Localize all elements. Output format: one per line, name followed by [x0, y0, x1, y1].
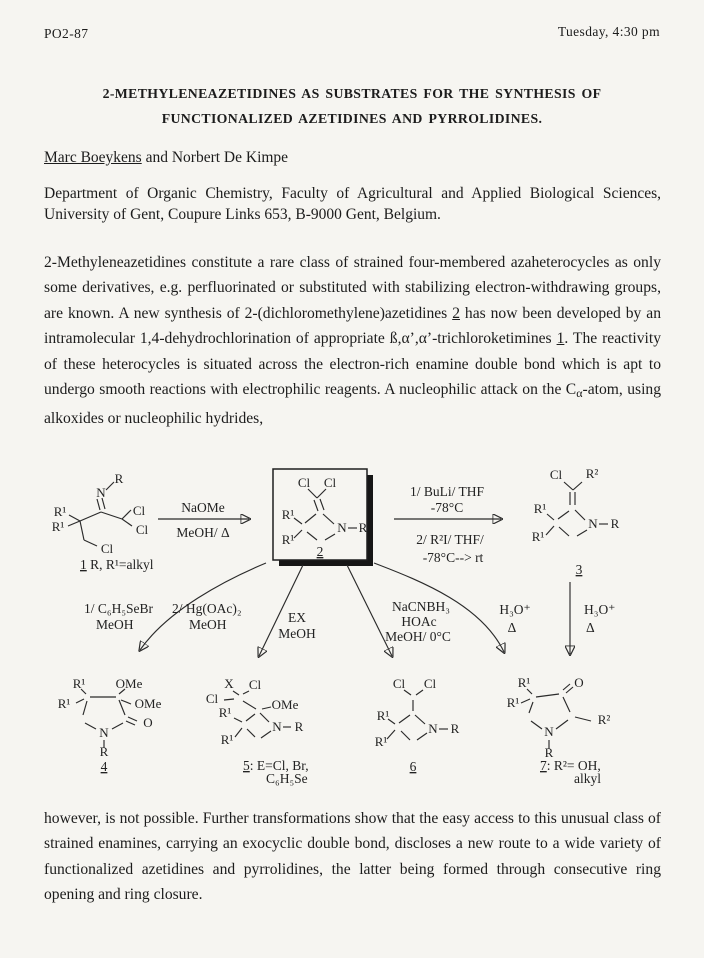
atom-label: Cl	[248, 677, 262, 692]
atom-label: R¹	[531, 529, 545, 544]
bond-line	[97, 499, 100, 510]
bond-line	[575, 510, 585, 520]
bond-line	[84, 540, 97, 546]
atom-label: R¹	[51, 519, 65, 534]
bond-line	[564, 482, 573, 490]
author-presenting: Marc Boeykens	[44, 149, 142, 166]
atom-label: HOAc	[401, 614, 437, 629]
bond-line	[126, 721, 135, 725]
bond-line	[563, 684, 570, 690]
arrow-buli	[394, 484, 501, 565]
bond-line	[558, 511, 569, 519]
atom-label: R¹	[376, 708, 390, 723]
atom-label: R²	[597, 712, 611, 727]
atom-label: MeOH/ 0°C	[385, 629, 451, 644]
atom-label: O	[574, 675, 584, 690]
atom-label: Cl	[392, 676, 406, 691]
bond-line	[563, 697, 570, 712]
bond-line	[122, 510, 131, 519]
atom-label: 7	[540, 758, 547, 773]
atom-label: O	[143, 715, 153, 730]
atom-label: 1/ BuLi/ THF	[409, 484, 485, 499]
structure-3	[532, 466, 620, 577]
atom-label: N	[99, 725, 109, 740]
atom-label: N	[96, 485, 106, 500]
author-line	[44, 149, 288, 167]
paper-title-line2: FUNCTIONALIZED AZETIDINES AND PYRROLIDINES.	[161, 110, 543, 126]
atom-label: R¹	[218, 705, 232, 720]
structure-4-pyrrolidinone	[58, 676, 162, 774]
bond-line	[247, 729, 255, 737]
structure-4-number: 4	[100, 759, 108, 774]
structure-6-number: 6	[409, 759, 417, 774]
atom-label: R²	[585, 466, 599, 481]
atom-label: MeOH	[278, 626, 316, 641]
atom-label: -78°C	[430, 500, 464, 515]
arrow-nacnbh3	[347, 565, 451, 656]
bond-line	[546, 526, 554, 535]
bond-line	[536, 694, 559, 697]
bond-line	[121, 700, 131, 704]
abstract-text-2: has now been developed by an intramolecular 1,4-dehydrochlorination of appropriate ß,α’,α’-trichloroketimines	[44, 304, 661, 348]
bond-line	[529, 702, 533, 713]
bond-line	[417, 733, 427, 740]
atom-label: R¹	[281, 507, 295, 522]
atom-label: NaCNBH₃	[392, 599, 450, 614]
atom-label: Cl	[297, 475, 311, 490]
atom-label: H₃O⁺	[584, 602, 616, 617]
atom-label: R¹	[220, 732, 234, 747]
atom-label: X	[224, 676, 234, 691]
bond-line	[224, 699, 234, 700]
bond-line	[243, 701, 256, 709]
bond-line	[246, 714, 255, 721]
atom-label: N	[588, 516, 598, 531]
atom-label: : E=Cl, Br,	[249, 758, 309, 773]
atom-label: R¹	[281, 532, 295, 547]
atom-label: Cl	[132, 503, 146, 518]
bond-line	[235, 728, 242, 737]
atom-label: MeOH/ Δ	[176, 525, 230, 540]
bond-line	[112, 723, 123, 729]
atom-label: 2/ R²I/ THF/	[416, 532, 484, 547]
bond-line	[122, 519, 132, 526]
atom-label: EX	[288, 610, 306, 625]
atom-label: R¹	[72, 676, 86, 691]
bond-line	[101, 512, 122, 519]
bond-line	[415, 715, 425, 724]
structure-1-caption	[80, 557, 154, 572]
bond-line	[128, 717, 137, 721]
bond-line	[387, 730, 395, 739]
closing-paragraph: however, is not possible. Further transformations show that the easy access to this unusual class of strained enamines, carrying an exocyclic double bond, discloses a new route to a wide variety of functionalized azetidines and pyrrolidines, the latter being formed through consecutive ring opening and ring closure.	[44, 810, 661, 904]
bond-line	[233, 691, 239, 695]
structure-7-caption-2: alkyl	[574, 771, 601, 786]
bond-line	[83, 701, 87, 715]
bond-line	[556, 720, 568, 729]
bond-line	[577, 530, 587, 536]
atom-label: R¹	[57, 696, 71, 711]
atom-label: R	[544, 745, 554, 760]
session-code: PO2-87	[44, 26, 89, 41]
atom-label: R, R¹=alkyl	[86, 557, 154, 572]
paper-title-line1: 2-METHYLENEAZETIDINES AS SUBSTRATES FOR THE SYNTHESIS OF	[102, 86, 602, 101]
bond-line	[69, 515, 80, 521]
arrow-naome	[158, 500, 249, 540]
atom-label: MeOH	[96, 617, 134, 632]
structure-1-trichloroketimine	[52, 471, 154, 572]
atom-label: R	[358, 520, 368, 535]
atom-label: : R²= OH,	[546, 758, 601, 773]
bond-line	[262, 707, 271, 709]
abstract-text-3: . The reactivity of these heterocycles is situated across the electron-rich enamine double bond which is apt to undergo smooth reactions with electrophilic reagents. A nucleophilic attack on the C	[44, 330, 661, 399]
atom-label: R	[99, 744, 109, 759]
atom-label: R	[610, 516, 620, 531]
atom-label: Cl	[135, 522, 149, 537]
alpha-subscript: α	[576, 386, 583, 401]
atom-label: R¹	[374, 734, 388, 749]
bond-line	[566, 687, 573, 693]
atom-label: OMe	[115, 676, 143, 691]
atom-label: MeOH	[189, 617, 227, 632]
atom-label: Δ	[507, 620, 517, 635]
author-rest: and Norbert De Kimpe	[141, 149, 289, 166]
atom-label: 5	[243, 758, 250, 773]
structure-5-methoxyazetidine	[206, 676, 309, 786]
atom-label: R¹	[517, 675, 531, 690]
atom-label: Cl	[423, 676, 437, 691]
session-time: Tuesday, 4:30 pm	[557, 24, 660, 39]
atom-label: R¹	[53, 504, 67, 519]
bond-line	[559, 527, 569, 536]
reaction-scheme	[0, 448, 704, 812]
bond-line	[106, 482, 114, 490]
compound-number-1: 1	[556, 330, 565, 348]
bond-line	[531, 721, 542, 729]
bond-line	[260, 713, 269, 722]
atom-label: NaOMe	[181, 500, 225, 515]
structure-2-number: 2	[316, 544, 324, 559]
atom-label: R	[114, 471, 124, 486]
compound-number-2: 2	[452, 304, 460, 322]
structure-2-boxed	[273, 469, 373, 566]
bond-line	[416, 690, 423, 695]
bond-line	[575, 717, 591, 721]
structure-7-pyrrolidinone	[507, 675, 611, 786]
atom-label: H₃O⁺	[499, 602, 531, 617]
atom-label: N	[428, 721, 438, 736]
atom-label: Cl	[100, 541, 114, 556]
atom-label: R	[294, 719, 304, 734]
atom-label: 1/ C₆H₅SeBr	[84, 601, 154, 616]
atom-label: 1	[80, 557, 87, 572]
bond-line	[234, 718, 242, 722]
atom-label: Cl	[323, 475, 337, 490]
bond-line	[401, 731, 410, 740]
arrow-sebr	[84, 563, 266, 650]
bond-line	[80, 512, 101, 521]
atom-label: N	[272, 719, 282, 734]
paper-title	[0, 82, 704, 131]
atom-label: N	[544, 724, 554, 739]
bond-line	[573, 482, 582, 490]
abstract-text-4: -atom, using alkoxides or nucleophilic hydrides,	[44, 381, 661, 428]
atom-label: -78°C--> rt	[422, 550, 484, 565]
structure-6-dichloromethylazetidine	[375, 676, 460, 774]
bond-line	[76, 699, 84, 703]
bond-line	[521, 699, 530, 703]
bond-line	[119, 700, 125, 715]
arrow-ex-meoh	[259, 565, 316, 656]
atom-label: 2/ Hg(OAc)₂	[172, 601, 242, 616]
atom-label: OMe	[271, 697, 299, 712]
atom-label: R¹	[533, 501, 547, 516]
atom-label: N	[337, 520, 347, 535]
structure-3-number: 3	[575, 562, 583, 577]
atom-label: Cl	[549, 467, 563, 482]
affiliation: Department of Organic Chemistry, Faculty of Agricultural and Applied Biological Sciences, University of Gent, Coupure Links 653, B-9000 Gent, Belgium.	[44, 185, 661, 223]
bond-line	[80, 521, 84, 540]
bond-line	[547, 514, 554, 520]
atom-label: Δ	[586, 620, 595, 635]
bond-line	[68, 521, 80, 526]
arrow-hydrolysis-right	[570, 582, 615, 654]
atom-label: OMe	[134, 696, 162, 711]
bond-line	[399, 715, 410, 723]
structure-5-caption-2: C₆H₅Se	[266, 771, 308, 786]
atom-label: R¹	[506, 695, 520, 710]
bond-line	[85, 723, 96, 729]
atom-label: R	[450, 721, 460, 736]
abstract-paragraph	[44, 250, 661, 432]
abstract-text-1: 2-Methyleneazetidines constitute a rare class of strained four-membered azaheterocycles as only some derivatives, e.g. perfluorinated or substituted with stabilizing electron-withdrawing groups, are known. A new synthesis of 2-(dichloromethylene)azetidines	[44, 254, 661, 322]
atom-label: Cl	[205, 691, 219, 706]
bond-line	[261, 731, 271, 738]
